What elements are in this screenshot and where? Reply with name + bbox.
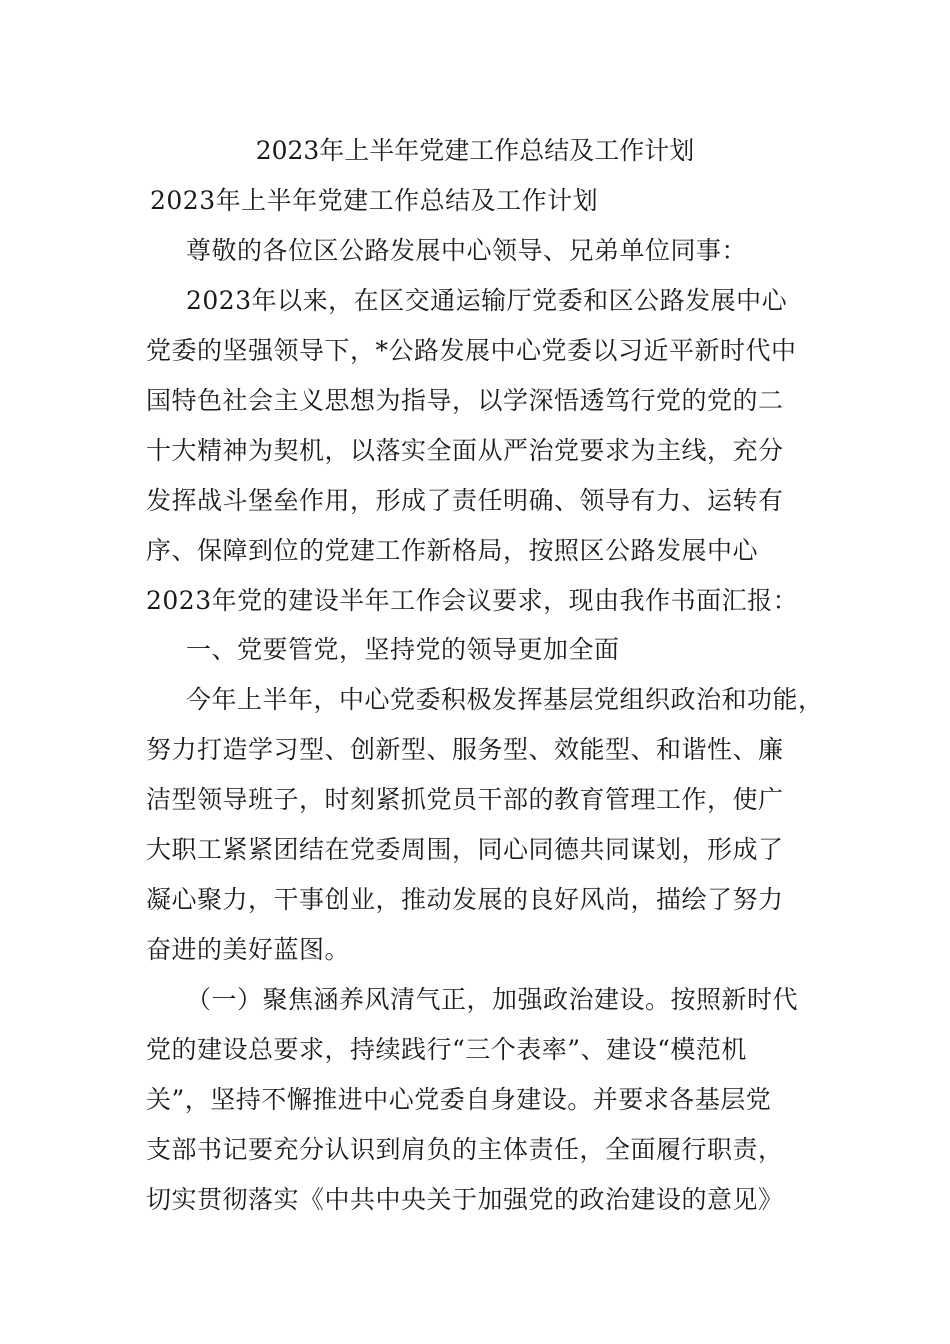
paragraph-2-line: 今年上半年，中心党委积极发挥基层党组织政治和功能， bbox=[186, 685, 824, 714]
paragraph-3-line: 关”，坚持不懈推进中心党委自身建设。并要求各基层党 bbox=[146, 1085, 772, 1114]
paragraph-3-line: 党的建设总要求，持续践行“三个表率”、建设“模范机 bbox=[146, 1035, 747, 1064]
paragraph-2-line: 努力打造学习型、创新型、服务型、效能型、和谐性、廉 bbox=[146, 735, 784, 764]
document-title: 2023年上半年党建工作总结及工作计划 bbox=[255, 136, 695, 165]
paragraph-1-line: 国特色社会主义思想为指导，以学深悟透笃行党的党的二 bbox=[146, 386, 784, 415]
paragraph-1-line: 2023年以来，在区交通运输厅党委和区公路发展中心 bbox=[186, 286, 788, 315]
document-subtitle: 2023年上半年党建工作总结及工作计划 bbox=[150, 186, 599, 215]
section-1-heading: 一、党要管党，坚持党的领导更加全面 bbox=[186, 635, 620, 664]
paragraph-2-line: 洁型领导班子，时刻紧抓党员干部的教育管理工作，使广 bbox=[146, 785, 784, 814]
paragraph-1-line: 发挥战斗堡垒作用，形成了责任明确、领导有力、运转有 bbox=[146, 486, 784, 515]
salutation: 尊敬的各位区公路发展中心领导、兄弟单位同事： bbox=[186, 236, 748, 265]
paragraph-1-line: 序、保障到位的党建工作新格局，按照区公路发展中心 bbox=[146, 536, 759, 565]
paragraph-3-line: （一）聚焦涵养风清气正，加强政治建设。按照新时代 bbox=[186, 985, 799, 1014]
paragraph-2-line: 凝心聚力，干事创业，推动发展的良好风尚，描绘了努力 bbox=[146, 885, 784, 914]
paragraph-3-line: 切实贯彻落实《中共中央关于加强党的政治建设的意见》 bbox=[146, 1185, 784, 1214]
paragraph-2-line: 大职工紧紧团结在党委周围，同心同德共同谋划，形成了 bbox=[146, 835, 784, 864]
paragraph-1-line: 十大精神为契机，以落实全面从严治党要求为主线，充分 bbox=[146, 436, 784, 465]
paragraph-1-line: 党委的坚强领导下，*公路发展中心党委以习近平新时代中 bbox=[146, 336, 797, 365]
paragraph-1-line: 2023年党的建设半年工作会议要求，现由我作书面汇报： bbox=[146, 586, 799, 615]
paragraph-2-line: 奋进的美好蓝图。 bbox=[146, 935, 351, 964]
paragraph-3-line: 支部书记要充分认识到肩负的主体责任，全面履行职责， bbox=[146, 1135, 784, 1164]
